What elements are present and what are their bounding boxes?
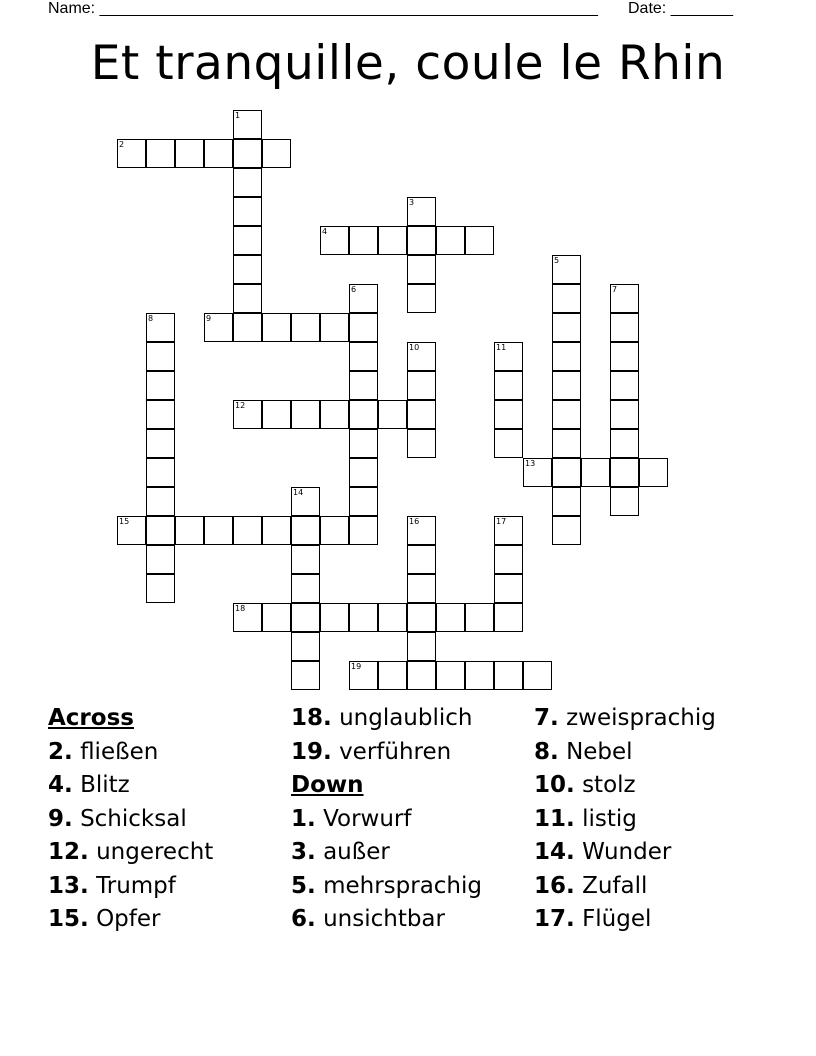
- grid-cell[interactable]: [407, 661, 436, 690]
- clue-across-2: 2. fließen: [48, 738, 159, 765]
- grid-cell[interactable]: [146, 545, 175, 574]
- grid-cell[interactable]: [552, 458, 581, 487]
- grid-cell[interactable]: [407, 226, 436, 255]
- clue-down-1: 1. Vorwurf: [291, 805, 412, 832]
- grid-cell[interactable]: [465, 226, 494, 255]
- grid-cell[interactable]: [552, 516, 581, 545]
- grid-cell[interactable]: [146, 139, 175, 168]
- clue-down-11: 11. listig: [534, 805, 637, 832]
- grid-cell[interactable]: [146, 458, 175, 487]
- grid-cell[interactable]: [610, 487, 639, 516]
- grid-cell[interactable]: [349, 429, 378, 458]
- grid-cell[interactable]: [291, 545, 320, 574]
- grid-cell[interactable]: [552, 429, 581, 458]
- name-line[interactable]: Name: ________________________________________________________: [48, 0, 598, 17]
- grid-cell[interactable]: [291, 574, 320, 603]
- grid-cell[interactable]: [494, 400, 523, 429]
- grid-cell[interactable]: [610, 342, 639, 371]
- clue-across-12: 12. ungerecht: [48, 839, 214, 865]
- grid-cell[interactable]: [320, 400, 349, 429]
- grid-cell[interactable]: [639, 458, 668, 487]
- grid-cell[interactable]: [291, 516, 320, 545]
- clue-number-label: 5: [554, 256, 560, 265]
- grid-cell[interactable]: [378, 400, 407, 429]
- clue-number-label: 11: [496, 343, 507, 352]
- clue-down-10: 10. stolz: [534, 772, 636, 798]
- grid-cell[interactable]: [349, 226, 378, 255]
- grid-cell[interactable]: [233, 313, 262, 342]
- grid-cell[interactable]: [610, 371, 639, 400]
- grid-cell[interactable]: [465, 603, 494, 632]
- clue-column-2: [291, 702, 482, 937]
- grid-cell[interactable]: [233, 226, 262, 255]
- grid-cell[interactable]: [610, 429, 639, 458]
- grid-cell[interactable]: [552, 284, 581, 313]
- grid-cell[interactable]: [407, 574, 436, 603]
- grid-cell[interactable]: [146, 400, 175, 429]
- grid-cell[interactable]: [552, 342, 581, 371]
- grid-cell[interactable]: [349, 603, 378, 632]
- grid-cell[interactable]: [146, 487, 175, 516]
- clue-down-8: 8. Nebel: [534, 738, 633, 765]
- grid-cell[interactable]: [204, 516, 233, 545]
- grid-cell[interactable]: [494, 545, 523, 574]
- clue-number-label: 18: [235, 604, 246, 613]
- grid-cell[interactable]: [291, 661, 320, 690]
- clue-down-16: 16. Zufall: [534, 872, 648, 899]
- grid-cell[interactable]: [436, 603, 465, 632]
- clue-across-4: 4. Blitz: [48, 772, 130, 798]
- clue-number-label: 15: [119, 517, 130, 526]
- grid-cell[interactable]: [175, 139, 204, 168]
- grid-cell[interactable]: [407, 603, 436, 632]
- grid-cell[interactable]: [407, 632, 436, 661]
- grid-cell[interactable]: [349, 487, 378, 516]
- grid-cell[interactable]: [262, 603, 291, 632]
- clue-number-label: 3: [409, 198, 415, 207]
- clue-number-label: 7: [612, 285, 618, 294]
- grid-cell[interactable]: [436, 661, 465, 690]
- grid-cell[interactable]: [262, 139, 291, 168]
- clue-down-14: 14. Wunder: [534, 839, 672, 865]
- clue-column-3: [534, 702, 716, 937]
- grid-cell[interactable]: [291, 632, 320, 661]
- grid-cell[interactable]: [175, 516, 204, 545]
- clue-down-3: 3. außer: [291, 839, 390, 865]
- grid-cell[interactable]: [407, 545, 436, 574]
- grid-cell[interactable]: [407, 400, 436, 429]
- clue-number-label: 16: [409, 517, 420, 526]
- grid-cell[interactable]: [407, 284, 436, 313]
- grid-cell[interactable]: [320, 313, 349, 342]
- grid-cell[interactable]: [291, 400, 320, 429]
- grid-cell[interactable]: [552, 371, 581, 400]
- date-line[interactable]: Date: _______: [628, 0, 733, 17]
- grid-cell[interactable]: [349, 516, 378, 545]
- grid-cell[interactable]: [610, 400, 639, 429]
- grid-cell[interactable]: [146, 574, 175, 603]
- grid-cell[interactable]: [378, 603, 407, 632]
- grid-cell[interactable]: [552, 400, 581, 429]
- grid-cell[interactable]: [465, 661, 494, 690]
- clue-number-label: 1: [235, 111, 241, 120]
- grid-cell[interactable]: [407, 371, 436, 400]
- clue-down-6: 6. unsichtbar: [291, 906, 445, 932]
- clue-across-19: 19. verführen: [291, 738, 452, 765]
- clue-across-18: 18. unglaublich: [291, 705, 473, 731]
- clue-across-13: 13. Trumpf: [48, 872, 176, 899]
- grid-cell[interactable]: [494, 371, 523, 400]
- grid-cell[interactable]: [378, 661, 407, 690]
- grid-cell[interactable]: [349, 371, 378, 400]
- grid-cell[interactable]: [581, 458, 610, 487]
- grid-cell[interactable]: [291, 313, 320, 342]
- grid-cell[interactable]: [349, 400, 378, 429]
- clue-column-1: [48, 702, 213, 937]
- grid-cell[interactable]: [494, 429, 523, 458]
- grid-cell[interactable]: [494, 661, 523, 690]
- grid-cell[interactable]: [204, 139, 233, 168]
- clue-number-label: 10: [409, 343, 420, 352]
- grid-cell[interactable]: [436, 226, 465, 255]
- grid-cell[interactable]: [233, 168, 262, 197]
- clue-number-label: 13: [525, 459, 536, 468]
- grid-cell[interactable]: [146, 429, 175, 458]
- grid-cell[interactable]: [146, 371, 175, 400]
- grid-cell[interactable]: [494, 574, 523, 603]
- clue-number-label: 2: [119, 140, 125, 149]
- clue-number-label: 19: [351, 662, 362, 671]
- grid-cell[interactable]: [407, 429, 436, 458]
- across-heading: Across: [48, 705, 134, 731]
- grid-cell[interactable]: [320, 516, 349, 545]
- grid-cell[interactable]: [378, 226, 407, 255]
- clue-number-label: 9: [206, 314, 212, 323]
- grid-cell[interactable]: [262, 400, 291, 429]
- grid-cell[interactable]: [233, 255, 262, 284]
- clue-down-5: 5. mehrsprachig: [291, 872, 482, 899]
- grid-cell[interactable]: [291, 603, 320, 632]
- clue-across-9: 9. Schicksal: [48, 805, 187, 832]
- grid-cell[interactable]: [552, 487, 581, 516]
- grid-cell[interactable]: [233, 284, 262, 313]
- grid-cell[interactable]: [349, 458, 378, 487]
- grid-cell[interactable]: [262, 313, 291, 342]
- grid-cell[interactable]: [349, 313, 378, 342]
- grid-cell[interactable]: [146, 342, 175, 371]
- grid-cell[interactable]: [262, 516, 291, 545]
- grid-cell[interactable]: [233, 139, 262, 168]
- grid-cell[interactable]: [320, 603, 349, 632]
- clue-number-label: 4: [322, 227, 328, 236]
- grid-cell[interactable]: [349, 342, 378, 371]
- grid-cell[interactable]: [610, 313, 639, 342]
- clue-number-label: 8: [148, 314, 154, 323]
- clue-number-label: 17: [496, 517, 507, 526]
- grid-cell[interactable]: [610, 458, 639, 487]
- puzzle-title: Et tranquille, coule le Rhin: [90, 36, 726, 91]
- grid-cell[interactable]: [407, 255, 436, 284]
- grid-cell[interactable]: [523, 661, 552, 690]
- clue-number-label: 6: [351, 285, 357, 294]
- clue-down-17: 17. Flügel: [534, 906, 652, 932]
- clue-down-7: 7. zweisprachig: [534, 705, 716, 731]
- down-heading: Down: [291, 772, 364, 798]
- clue-across-15: 15. Opfer: [48, 906, 161, 932]
- grid-cell[interactable]: [146, 516, 175, 545]
- grid-cell[interactable]: [494, 603, 523, 632]
- grid-cell[interactable]: [233, 197, 262, 226]
- grid-cell[interactable]: [552, 313, 581, 342]
- grid-cell[interactable]: [233, 516, 262, 545]
- clue-number-label: 14: [293, 488, 304, 497]
- clue-number-label: 12: [235, 401, 246, 410]
